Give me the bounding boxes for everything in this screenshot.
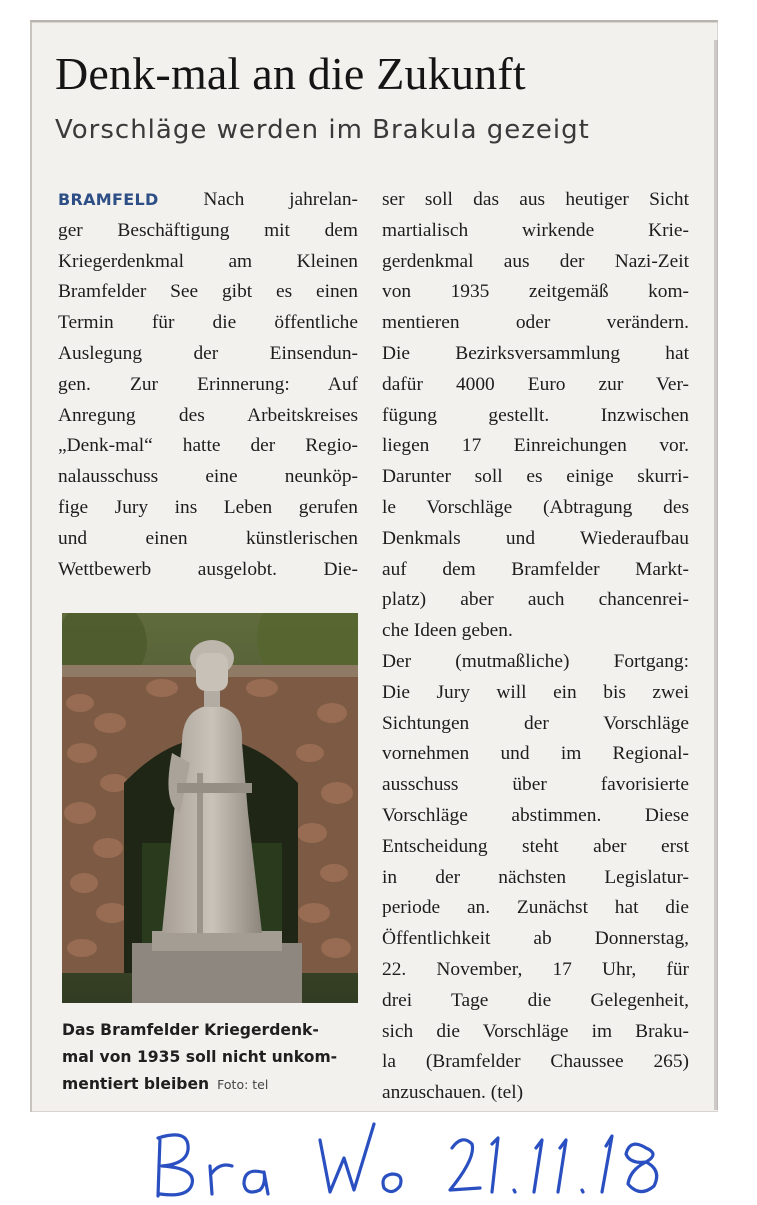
column-line: platz) aber auch chancenrei- <box>382 589 689 611</box>
article-dateline: BRAMFELD <box>58 190 159 209</box>
column-line: la (Bramfelder Chaussee 265) <box>382 1051 689 1073</box>
memorial-photo <box>62 613 358 1003</box>
caption-line: mal von 1935 soll nicht unkom- <box>62 1048 338 1066</box>
column-line: Entscheidung steht aber erst <box>382 835 689 857</box>
column-line: drei Tage die Gelegenheit, <box>382 989 689 1011</box>
column-line: nalausschuss eine neunköp- <box>58 466 358 488</box>
handwritten-date-note <box>150 1118 710 1200</box>
column-line: liegen 17 Einreichungen vor. <box>382 435 689 457</box>
column-line: mentieren oder verändern. <box>382 312 689 334</box>
column-line: periode an. Zunächst hat die <box>382 897 689 919</box>
column-line: Die Jury will ein bis zwei <box>382 681 689 703</box>
column-line: ser soll das aus heutiger Sicht <box>382 189 689 210</box>
column-line: fige Jury ins Leben gerufen <box>58 496 358 518</box>
column-line: dafür 4000 Euro zur Ver- <box>382 373 689 395</box>
column-line: auf dem Bramfelder Markt- <box>382 558 689 580</box>
article-headline: Denk-mal an die Zukunft <box>55 48 526 99</box>
column-line: Wettbewerb ausgelobt. Die- <box>58 558 358 580</box>
soldier-statue-illustration <box>62 613 358 1003</box>
column-line: sich die Vorschläge im Braku- <box>382 1020 689 1042</box>
article-subheadline: Vorschläge werden im Brakula gezeigt <box>55 115 590 145</box>
clipping-left-edge <box>30 22 32 1112</box>
column-line: che Ideen geben. <box>382 620 513 642</box>
column-line: „Denk-mal“ hatte der Regio- <box>58 435 358 457</box>
column-line: fügung gestellt. Inzwischen <box>382 404 689 426</box>
column-line: Die Bezirksversammlung hat <box>382 342 689 364</box>
article-column-2 <box>382 185 689 1109</box>
caption-line: Das Bramfelder Kriegerdenk- <box>62 1021 319 1039</box>
article-column-1 <box>58 185 358 585</box>
column-line: Darunter soll es einige skurri- <box>382 466 689 488</box>
column-line: le Vorschläge (Abtragung des <box>382 496 689 518</box>
column-line: Anregung des Arbeitskreises <box>58 404 358 426</box>
column-line: 22. November, 17 Uhr, für <box>382 958 689 980</box>
column-line: ger Beschäftigung mit dem <box>58 219 358 241</box>
column-line: gerdenkmal aus der Nazi-Zeit <box>382 250 689 272</box>
column-line: Termin für die öffentliche <box>58 312 358 334</box>
handwriting-illustration <box>150 1118 710 1200</box>
column-line: von 1935 zeitgemäß kom- <box>382 281 689 303</box>
column-line: vornehmen und im Regional- <box>382 743 689 765</box>
photo-caption <box>62 1017 362 1098</box>
clipping-right-edge <box>714 40 718 1110</box>
column-line: anzuschauen. (tel) <box>382 1082 524 1104</box>
caption-line: mentiert bleiben Foto: tel <box>62 1075 269 1093</box>
column-line: martialisch wirkende Krie- <box>382 219 689 241</box>
column-line: Öffentlichkeit ab Donnerstag, <box>382 928 689 950</box>
column-line: Denkmals und Wiederaufbau <box>382 527 689 549</box>
photo-credit: Foto: tel <box>217 1077 269 1092</box>
column-line: gen. Zur Erinnerung: Auf <box>58 373 358 395</box>
column-line: Sichtungen der Vorschläge <box>382 712 689 734</box>
column-line: Der (mutmaßliche) Fortgang: <box>382 650 689 672</box>
column-line: ausschuss über favorisierte <box>382 774 689 796</box>
column-line: Bramfelder See gibt es einen <box>58 281 358 303</box>
column-line: Kriegerdenkmal am Kleinen <box>58 250 358 272</box>
column-line: und einen künstlerischen <box>58 527 358 549</box>
column-line: BRAMFELD Nach jahrelan- <box>58 189 358 210</box>
column-line: Auslegung der Einsendun- <box>58 342 358 364</box>
clipping-top-edge <box>30 20 718 22</box>
column-line: Vorschläge abstimmen. Diese <box>382 804 689 826</box>
column-line: in der nächsten Legislatur- <box>382 866 689 888</box>
